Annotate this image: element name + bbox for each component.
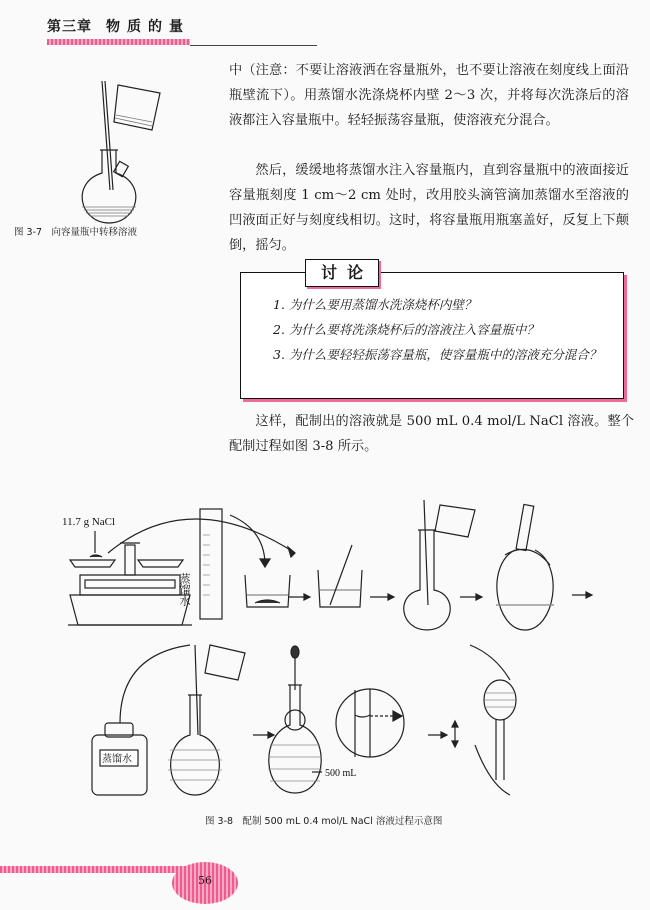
paragraph-dilute-mix: 然后，缓缓地将蒸馏水注入容量瓶内，直到容量瓶中的液面接近容量瓶刻度 1 cm～2 cm 处时，改用胶头滴管滴加蒸馏水至溶液的凹液面正好与刻度线相切。这时，将容量瓶用瓶塞盖好，反复上下颠倒，摇匀。 bbox=[229, 163, 629, 253]
paragraph-summary: 这样，配制出的溶液就是 500 mL 0.4 mol/L NaCl 溶液。整个配制过程如图 3-8 所示。 bbox=[229, 414, 634, 454]
header-stripe bbox=[47, 39, 190, 45]
discussion-title: 讨论 bbox=[305, 259, 379, 287]
nacl-label: 11.7 g NaCl bbox=[62, 516, 116, 528]
figure-3-8-caption: 图 3-8 配制 500 mL 0.4 mol/L NaCl 溶液过程示意图 bbox=[205, 816, 443, 827]
discussion-question: 3. 为什么要轻轻振荡容量瓶，使容量瓶中的溶液充分混合？ bbox=[273, 347, 602, 362]
chapter-title: 物质的量 bbox=[106, 19, 190, 35]
page-number: 56 bbox=[198, 874, 212, 887]
chapter-number: 第三章 bbox=[47, 19, 92, 35]
balance-icon bbox=[68, 543, 192, 625]
wash-bottle-label: 蒸馏水 bbox=[102, 754, 132, 765]
volume-mark-label: 500 mL bbox=[325, 768, 357, 779]
discussion-questions bbox=[248, 292, 616, 367]
discussion-question: 1. 为什么要用蒸馏水洗涤烧杯内壁？ bbox=[273, 297, 477, 312]
figure-3-7-illustration bbox=[10, 55, 220, 225]
chapter-header bbox=[47, 16, 190, 36]
figure-3-8-illustration bbox=[50, 495, 610, 810]
paragraph-transfer-wash: 中（注意：不要让溶液洒在容量瓶外，也不要让溶液在刻度线上面沿瓶壁流下）。用蒸馏水洗涤烧杯内壁 2～3 次，并将每次洗涤后的溶液都注入容量瓶中。轻轻振荡容量瓶，使溶液充分混合。 bbox=[229, 63, 629, 128]
footer-stripe bbox=[0, 866, 200, 873]
figure-3-7-caption: 图 3-7 向容量瓶中转移溶液 bbox=[14, 227, 138, 238]
discussion-question: 2. 为什么要将洗涤烧杯后的溶液注入容量瓶中？ bbox=[273, 322, 539, 337]
distilled-water-label: 蒸馏水 bbox=[178, 573, 190, 606]
header-rule bbox=[190, 45, 317, 46]
